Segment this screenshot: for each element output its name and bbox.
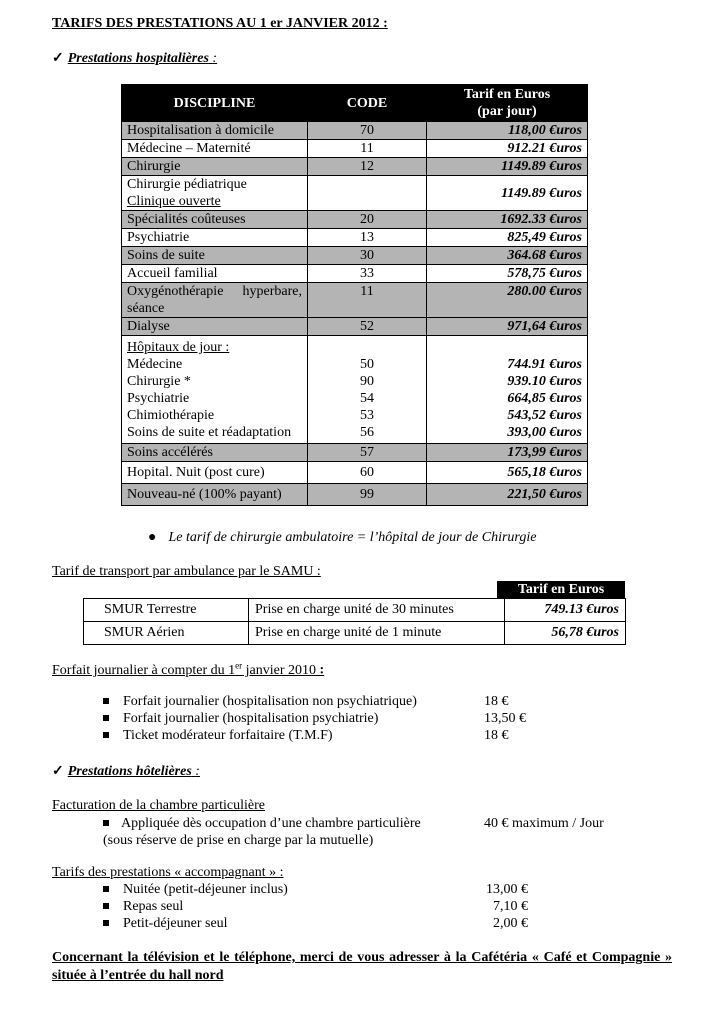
checkmark-icon: ✓ <box>52 51 64 66</box>
section-heading-hospital <box>52 50 217 67</box>
transport-title: Tarif de transport par ambulance par le SAMU : <box>52 564 321 579</box>
row-code: 12 <box>308 158 427 176</box>
hospital-tariff-table <box>121 84 588 506</box>
square-bullet-icon <box>103 698 109 704</box>
row-code: 11 <box>308 283 427 318</box>
day-hospital-code: 50 <box>360 357 374 372</box>
table-row-day-hospitals <box>122 336 588 444</box>
forfait-title <box>52 660 324 679</box>
row-tarif: 221,50 €uros <box>427 484 588 506</box>
transport-desc: Prise en charge unité de 1 minute <box>249 622 505 645</box>
row-code: 60 <box>308 462 427 484</box>
forfait-item-label: Forfait journalier (hospitalisation non psychiatrique) <box>123 694 417 709</box>
table-row <box>84 622 626 645</box>
forfait-title-sup: er <box>235 660 243 670</box>
day-hospital-tarif: 543,52 €uros <box>507 408 582 423</box>
ambulatory-note-text: Le tarif de chirurgie ambulatoire = l’hôpital de jour de Chirurgie <box>168 530 537 545</box>
row-tarif: 1692.33 €uros <box>427 211 588 229</box>
row-tarif <box>427 336 588 444</box>
day-hospital-discipline: Chimiothérapie <box>127 408 215 423</box>
forfait-title-pre: Forfait journalier à compter du 1 <box>52 662 236 678</box>
row-tarif: 1149.89 €uros <box>427 158 588 176</box>
day-hospital-tarif: 393,00 €uros <box>507 425 582 440</box>
row-code: 57 <box>308 444 427 462</box>
transport-name: SMUR Aérien <box>84 622 249 645</box>
table-row <box>122 318 588 336</box>
row-discipline: Dialyse <box>122 318 308 336</box>
row-code: 99 <box>308 484 427 506</box>
row-discipline: Accueil familial <box>122 265 308 283</box>
table-row <box>122 229 588 247</box>
square-bullet-icon <box>103 715 109 721</box>
row-code: 11 <box>308 140 427 158</box>
chambre-note: (sous réserve de prise en charge par la mutuelle) <box>103 833 374 848</box>
day-hospital-discipline: Psychiatrie <box>127 391 190 406</box>
table-row <box>122 158 588 176</box>
footer-notice: Concernant la télévision et le téléphone, merci de vous adresser à la Cafétéria « Café et Compagnie » située à l’entrée du hall nord <box>52 950 672 983</box>
day-hospital-discipline: Soins de suite et réadaptation <box>127 425 292 440</box>
accompagnant-item-value: 7,10 € <box>493 899 528 914</box>
table-row <box>122 176 588 211</box>
table-row <box>122 140 588 158</box>
section-colon: : <box>195 764 200 779</box>
row-tarif: 1149.89 €uros <box>427 176 588 211</box>
day-hospital-tarif: 664,85 €uros <box>507 391 582 406</box>
table-row <box>122 484 588 506</box>
list-item <box>103 882 288 898</box>
forfait-title-post: janvier 2010 <box>242 662 316 678</box>
row-tarif: 280.00 €uros <box>427 283 588 318</box>
accompagnant-item-label: Repas seul <box>123 899 184 914</box>
day-hospital-code: 56 <box>360 425 374 440</box>
row-code: 33 <box>308 265 427 283</box>
row-tarif: 364.68 €uros <box>427 247 588 265</box>
day-hospital-discipline: Médecine <box>127 357 183 372</box>
accompagnant-item-value: 13,00 € <box>486 882 528 897</box>
forfait-title-text <box>52 660 316 678</box>
row-discipline <box>122 336 308 444</box>
row-code: 30 <box>308 247 427 265</box>
row-discipline: Nouveau-né (100% payant) <box>122 484 308 506</box>
row-discipline: Spécialités coûteuses <box>122 211 308 229</box>
transport-header-tarif: Tarif en Euros <box>497 581 625 599</box>
transport-desc: Prise en charge unité de 30 minutes <box>249 599 505 622</box>
transport-tarif: 749.13 €uros <box>505 599 626 622</box>
section-label: Prestations hospitalières <box>67 51 209 66</box>
row-discipline: Hopital. Nuit (post cure) <box>122 462 308 484</box>
transport-table <box>83 598 626 645</box>
square-bullet-icon <box>103 920 109 926</box>
forfait-item-value: 13,50 € <box>484 711 526 726</box>
row-discipline-line1: Chirurgie pédiatrique <box>127 177 247 192</box>
day-hospital-group-label: Hôpitaux de jour : <box>127 340 230 355</box>
transport-tarif: 56,78 €uros <box>505 622 626 645</box>
forfait-item-value: 18 € <box>484 728 509 743</box>
section-colon: : <box>212 51 218 66</box>
header-discipline: DISCIPLINE <box>122 85 308 122</box>
row-tarif: 118,00 €uros <box>427 122 588 140</box>
row-discipline: Hospitalisation à domicile <box>122 122 308 140</box>
accompagnant-item-label: Petit-déjeuner seul <box>123 916 228 931</box>
ambulatory-note <box>148 530 536 546</box>
section-label: Prestations hôtelières <box>67 764 192 779</box>
row-discipline-line1: Oxygénothérapie hyperbare, <box>127 284 302 299</box>
row-code: 13 <box>308 229 427 247</box>
chambre-item-value: 40 € maximum / Jour <box>484 816 604 831</box>
square-bullet-icon <box>103 903 109 909</box>
square-bullet-icon <box>103 732 109 738</box>
accompagnant-item-label: Nuitée (petit-déjeuner inclus) <box>123 882 288 897</box>
row-code: 52 <box>308 318 427 336</box>
accompagnant-item-value: 2,00 € <box>493 916 528 931</box>
list-item <box>103 816 421 832</box>
list-item <box>103 916 228 932</box>
list-item <box>103 728 333 744</box>
row-discipline-line2: Clinique ouverte <box>127 194 221 209</box>
section-heading-hotel <box>52 763 200 780</box>
row-discipline: Soins de suite <box>122 247 308 265</box>
day-hospital-tarif: 939.10 €uros <box>507 374 582 389</box>
square-bullet-icon <box>103 820 109 826</box>
list-item <box>103 711 378 727</box>
header-tarif-line2: (par jour) <box>477 104 537 119</box>
row-tarif: 971,64 €uros <box>427 318 588 336</box>
row-discipline: Chirurgie <box>122 158 308 176</box>
row-tarif: 578,75 €uros <box>427 265 588 283</box>
day-hospital-discipline: Chirurgie * <box>127 374 191 389</box>
square-bullet-icon <box>103 886 109 892</box>
table-row <box>122 283 588 318</box>
list-item <box>103 899 183 915</box>
row-discipline: Psychiatrie <box>122 229 308 247</box>
row-discipline: Soins accélérés <box>122 444 308 462</box>
row-tarif: 173,99 €uros <box>427 444 588 462</box>
bullet-icon: ● <box>148 530 157 545</box>
checkmark-icon: ✓ <box>52 764 64 779</box>
table-row <box>122 211 588 229</box>
row-code: 20 <box>308 211 427 229</box>
table-row <box>84 599 626 622</box>
accompagnant-title: Tarifs des prestations « accompagnant » : <box>52 865 284 880</box>
forfait-item-value: 18 € <box>484 694 509 709</box>
row-code <box>308 176 427 211</box>
row-tarif: 825,49 €uros <box>427 229 588 247</box>
header-tarif <box>427 85 588 122</box>
chambre-item-label: Appliquée dès occupation d’une chambre particulière <box>121 816 421 831</box>
table-row <box>122 247 588 265</box>
list-item <box>103 694 417 710</box>
row-code: 70 <box>308 122 427 140</box>
row-tarif: 565,18 €uros <box>427 462 588 484</box>
row-tarif: 912.21 €uros <box>427 140 588 158</box>
day-hospital-tarif: 744.91 €uros <box>507 357 582 372</box>
forfait-item-label: Forfait journalier (hospitalisation psychiatrie) <box>123 711 379 726</box>
row-discipline-line2: séance <box>127 301 165 316</box>
forfait-title-colon: : <box>315 662 325 678</box>
day-hospital-code: 53 <box>360 408 374 423</box>
day-hospital-code: 54 <box>360 391 374 406</box>
row-discipline: Médecine – Maternité <box>122 140 308 158</box>
table-row <box>122 265 588 283</box>
page-title: TARIFS DES PRESTATIONS AU 1 er JANVIER 2012 : <box>52 16 388 31</box>
forfait-item-label: Ticket modérateur forfaitaire (T.M.F) <box>123 728 333 743</box>
table-row <box>122 462 588 484</box>
header-tarif-line1: Tarif en Euros <box>463 87 551 102</box>
table-header-row <box>122 85 588 122</box>
row-code <box>308 336 427 444</box>
chambre-title: Facturation de la chambre particulière <box>52 798 266 813</box>
table-row <box>122 444 588 462</box>
row-discipline <box>122 283 308 318</box>
row-discipline <box>122 176 308 211</box>
table-row <box>122 122 588 140</box>
header-code: CODE <box>308 85 427 122</box>
day-hospital-code: 90 <box>360 374 374 389</box>
transport-name: SMUR Terrestre <box>84 599 249 622</box>
